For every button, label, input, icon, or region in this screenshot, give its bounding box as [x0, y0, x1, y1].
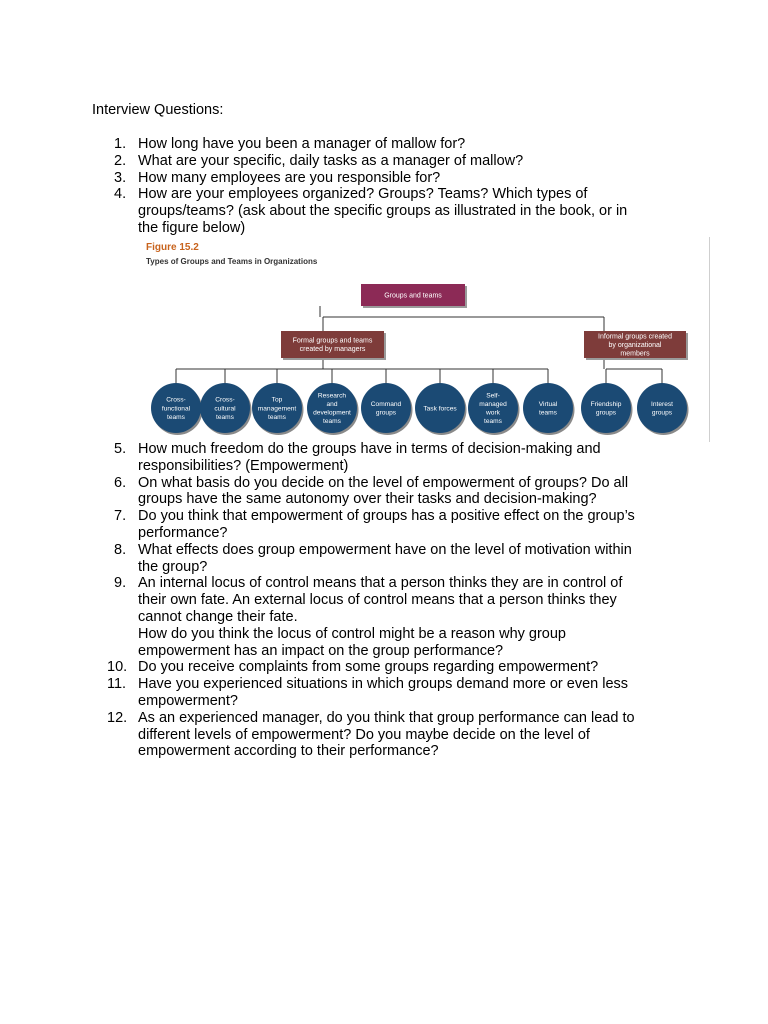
question-text-line: Do you think that empowerment of groups has a positive effect on the group’s	[138, 508, 635, 525]
formal-type-circle-text: Command	[370, 401, 402, 409]
formal-type-circle-text: Top	[271, 396, 283, 404]
org-diagram	[140, 236, 712, 442]
question-text-line: How do you think the locus of control might be a reason why group	[138, 625, 566, 642]
question-text-line: their own fate. An external locus of control means that a person thinks they	[138, 592, 617, 609]
question-text-line: the figure below)	[138, 219, 246, 236]
question-text-line: performance?	[138, 524, 228, 541]
question-text-line: empowerment according to their performance?	[138, 743, 439, 760]
question-item	[0, 710, 700, 760]
question-text-line: Do you receive complaints from some groups regarding empowerment?	[138, 659, 599, 676]
question-text-line: responsibilities? (Empowerment)	[138, 457, 349, 474]
formal-type-circle-text: groups	[375, 409, 397, 417]
question-item	[0, 441, 700, 475]
formal-type-circle-text: teams	[167, 413, 185, 421]
question-text-line: An internal locus of control means that a person thinks they are in control of	[138, 575, 623, 592]
formal-type-circle-text: work	[486, 409, 500, 417]
question-list-part2	[0, 441, 700, 760]
question-number: 4.	[114, 186, 127, 203]
formal-type-circle-text: managed	[479, 401, 507, 409]
question-item	[0, 575, 700, 659]
question-text-line: Have you experienced situations in which groups demand more or even less	[138, 676, 629, 693]
formal-groups-box-text: created by managers	[299, 346, 366, 354]
question-text-line: How many employees are you responsible for?	[138, 169, 441, 186]
figure-groups-and-teams	[140, 236, 712, 442]
question-text-line: empowerment has an impact on the group performance?	[138, 642, 504, 659]
question-number: 11.	[107, 676, 127, 693]
question-text-line: As an experienced manager, do you think that group performance can lead to	[138, 709, 635, 726]
informal-groups-box-text: Informal groups created	[598, 333, 672, 341]
question-list-part1	[0, 136, 700, 237]
question-number: 8.	[114, 541, 127, 558]
question-number: 5.	[114, 441, 127, 457]
formal-type-circle-text: teams	[539, 409, 557, 417]
formal-type-circle-text: teams	[268, 413, 286, 421]
question-text-line: On what basis do you decide on the level of empowerment of groups? Do all	[138, 474, 629, 491]
question-number: 1.	[114, 136, 127, 152]
question-number: 2.	[114, 152, 127, 169]
question-text-line: What are your specific, daily tasks as a manager of mallow?	[138, 152, 524, 169]
question-number: 7.	[114, 508, 127, 525]
question-item	[0, 186, 700, 236]
formal-type-circle-text: Virtual	[538, 401, 558, 409]
formal-type-circle-text: cultural	[214, 405, 236, 413]
formal-type-circle-text: management	[257, 405, 297, 413]
formal-type-circle-text: Cross-	[166, 396, 186, 404]
question-item	[0, 136, 700, 153]
question-text-line: What effects does group empowerment have on the level of motivation within	[138, 541, 632, 558]
question-item	[0, 153, 700, 170]
question-text-line: How are your employees organized? Groups? Teams? Which types of	[138, 186, 588, 203]
informal-type-circle-text: Interest	[651, 401, 673, 409]
formal-type-circle-text: teams	[484, 418, 502, 426]
formal-type-circle-text: and	[326, 401, 338, 409]
informal-groups-box-text: by organizational	[608, 341, 662, 349]
formal-type-circle-text: teams	[323, 418, 341, 426]
formal-type-circle-text: functional	[161, 405, 191, 413]
question-item	[0, 676, 700, 710]
formal-type-circle-text: Task forces	[423, 405, 457, 413]
question-item	[0, 542, 700, 576]
formal-groups-box-text: Formal groups and teams	[292, 337, 373, 345]
formal-type-circle-text: teams	[216, 413, 234, 421]
question-text-line: How much freedom do the groups have in terms of decision-making and	[138, 441, 601, 457]
question-number: 6.	[114, 474, 127, 491]
question-item	[0, 475, 700, 509]
figure-title: Types of Groups and Teams in Organizations	[146, 257, 318, 266]
question-item	[0, 170, 700, 187]
formal-type-circle-text: Self-	[486, 392, 500, 400]
question-text-line: the group?	[138, 558, 208, 575]
informal-type-circle-text: Friendship	[590, 401, 622, 409]
question-number: 9.	[114, 575, 127, 592]
informal-groups-box-text: members	[620, 350, 650, 358]
document-heading: Interview Questions:	[92, 102, 224, 118]
question-text-line: cannot change their fate.	[138, 608, 298, 625]
question-item	[0, 508, 700, 542]
question-item	[0, 659, 700, 676]
root-box-groups-and-teams-text: Groups and teams	[384, 292, 442, 300]
formal-type-circle-text: Research	[317, 392, 347, 400]
question-text-line: How long have you been a manager of mallow for?	[138, 136, 466, 152]
question-text-line: empowerment?	[138, 692, 238, 709]
figure-label: Figure 15.2	[146, 242, 199, 253]
question-text-line: different levels of empowerment? Do you maybe decide on the level of	[138, 726, 590, 743]
formal-type-circle-text: development	[313, 409, 351, 417]
question-number: 3.	[114, 169, 127, 186]
question-number: 10.	[107, 659, 128, 676]
question-number: 12.	[107, 709, 128, 726]
question-text-line: groups have the same autonomy over their tasks and decision-making?	[138, 491, 597, 508]
informal-type-circle-text: groups	[651, 409, 673, 417]
formal-type-circle-text: Cross-	[215, 396, 235, 404]
question-text-line: groups/teams? (ask about the specific groups as illustrated in the book, or in	[138, 203, 628, 220]
informal-type-circle-text: groups	[595, 409, 617, 417]
